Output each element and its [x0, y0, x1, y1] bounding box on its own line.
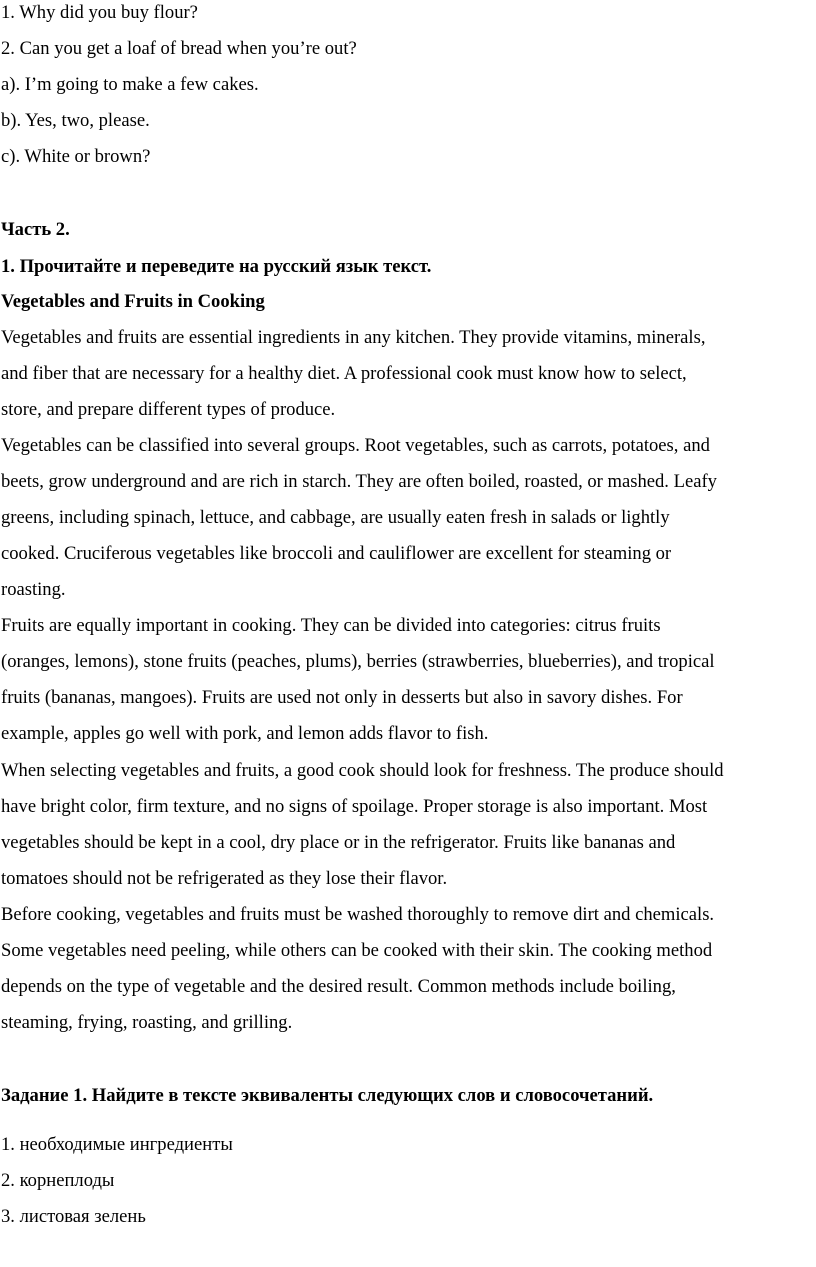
exercise-item: 2. корнеплоды [1, 1170, 115, 1191]
text-line: Some vegetables need peeling, while others can be cooked with their skin. The cooking method [1, 940, 713, 961]
text-line: greens, including spinach, lettuce, and cabbage, are usually eaten fresh in salads or lightly [1, 507, 670, 528]
text-line: beets, grow underground and are rich in starch. They are often boiled, roasted, or mashed. Leafy [1, 471, 717, 492]
text-title: Vegetables and Fruits in Cooking [1, 291, 265, 312]
text-line: depends on the type of vegetable and the desired result. Common methods include boiling, [1, 976, 676, 997]
text-line: have bright color, firm texture, and no signs of spoilage. Proper storage is also important. Most [1, 796, 708, 817]
dialogue-answer-a: a). I’m going to make a few cakes. [1, 74, 259, 95]
text-line: and fiber that are necessary for a healthy diet. A professional cook must know how to select, [1, 363, 687, 384]
part-heading: Часть 2. [1, 219, 70, 240]
text-line: Vegetables can be classified into several groups. Root vegetables, such as carrots, potatoes, and [1, 435, 710, 456]
exercise-heading: Задание 1. Найдите в тексте эквиваленты следующих слов и словосочетаний. [1, 1085, 654, 1106]
text-line: tomatoes should not be refrigerated as they lose their flavor. [1, 868, 448, 889]
text-line: store, and prepare different types of produce. [1, 399, 336, 420]
text-line: Vegetables and fruits are essential ingredients in any kitchen. They provide vitamins, minerals, [1, 327, 706, 348]
text-line: example, apples go well with pork, and lemon adds flavor to fish. [1, 723, 489, 744]
exercise-item: 3. листовая зелень [1, 1206, 146, 1227]
text-line: (oranges, lemons), stone fruits (peaches, plums), berries (strawberries, blueberries), and tropical [1, 651, 715, 672]
task-instruction: 1. Прочитайте и переведите на русский язык текст. [1, 256, 432, 277]
text-line: steaming, frying, roasting, and grilling. [1, 1012, 293, 1033]
dialogue-answer-c: c). White or brown? [1, 146, 151, 167]
text-line: Before cooking, vegetables and fruits must be washed thoroughly to remove dirt and chemicals. [1, 904, 715, 925]
dialogue-question-1: 1. Why did you buy flour? [1, 2, 198, 23]
dialogue-question-2: 2. Can you get a loaf of bread when you’re out? [1, 38, 357, 59]
text-line: vegetables should be kept in a cool, dry place or in the refrigerator. Fruits like bananas and [1, 832, 676, 853]
dialogue-answer-b: b). Yes, two, please. [1, 110, 150, 131]
text-line: roasting. [1, 579, 66, 600]
text-line: cooked. Cruciferous vegetables like broccoli and cauliflower are excellent for steaming or [1, 543, 672, 564]
text-line: When selecting vegetables and fruits, a good cook should look for freshness. The produce should [1, 760, 724, 781]
text-line: fruits (bananas, mangoes). Fruits are used not only in desserts but also in savory dishes. For [1, 687, 683, 708]
exercise-item: 1. необходимые ингредиенты [1, 1134, 233, 1155]
text-line: Fruits are equally important in cooking. They can be divided into categories: citrus fruits [1, 615, 661, 636]
